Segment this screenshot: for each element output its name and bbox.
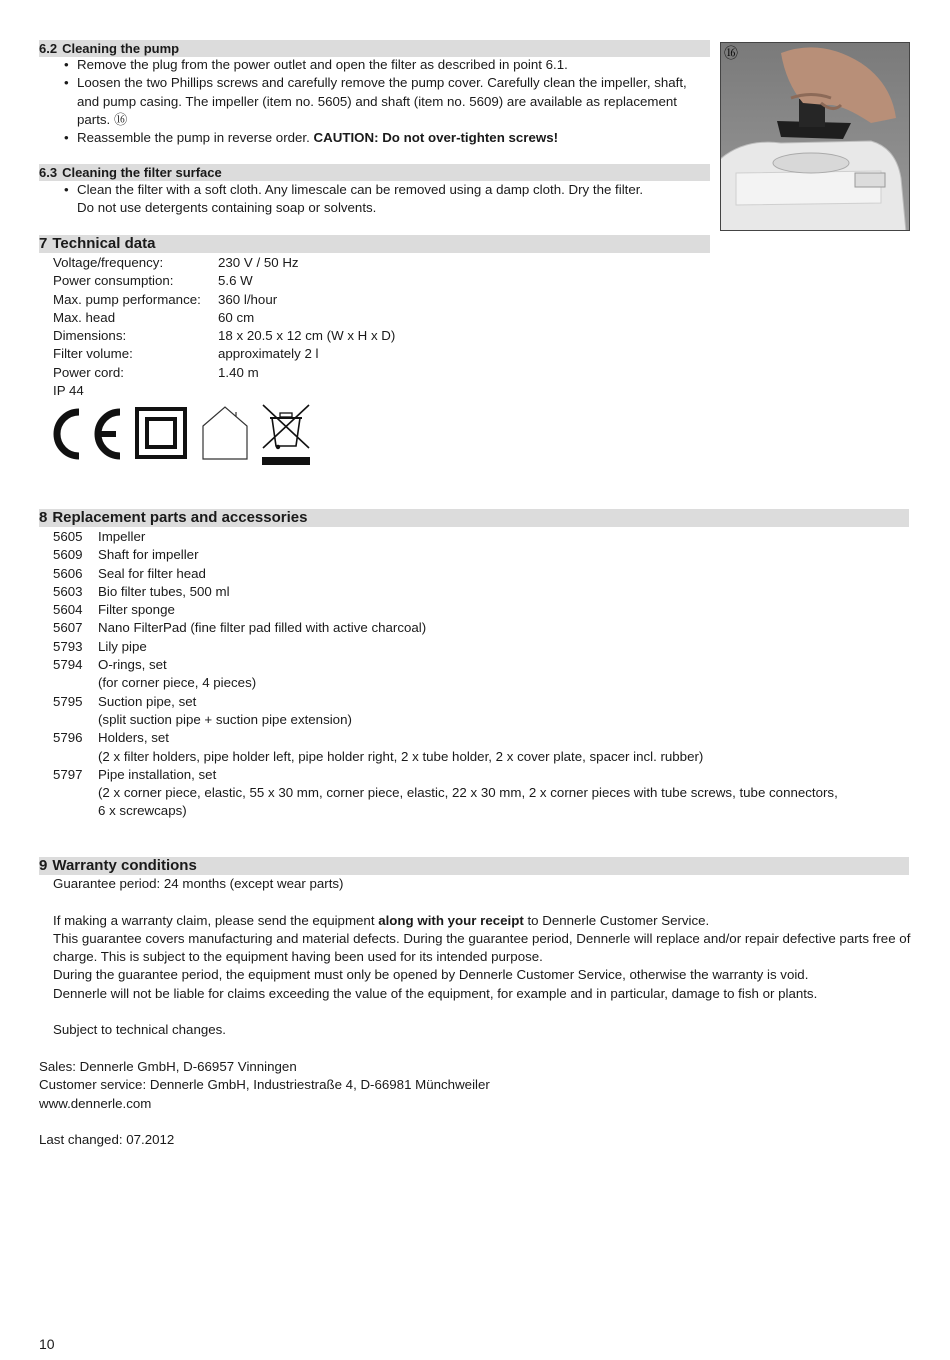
table-row [53, 327, 395, 345]
part-description-line: (split suction pipe + suction pipe extension) [98, 711, 352, 727]
spec-value: 1.40 m [218, 364, 259, 380]
pump-photo [720, 42, 910, 231]
list-item [53, 583, 913, 601]
part-description-line: 6 x screwcaps) [98, 803, 187, 819]
part-description: Shaft for impeller [98, 547, 199, 563]
service-address: Customer service: Dennerle GmbH, Industriestraße 4, D-66981 Münchweiler [39, 1077, 490, 1093]
list-item [53, 656, 913, 693]
spec-key: Filter volume: [53, 346, 133, 362]
part-description-line: O-rings, set [98, 657, 167, 673]
list-item [53, 601, 913, 619]
spec-value: 360 l/hour [218, 291, 278, 307]
list-item-line: Do not use detergents containing soap or solvents. [77, 200, 377, 216]
spec-key: Max. head [53, 309, 116, 325]
part-description: Seal for filter head [98, 565, 206, 581]
list-item [53, 766, 913, 821]
section-number: 6.3 [39, 165, 58, 180]
part-description [98, 693, 913, 730]
section-6-2-list [62, 56, 702, 147]
figure-number: ⑯ [724, 45, 738, 61]
warranty-text [53, 875, 913, 1040]
warranty-liability: Dennerle will not be liable for claims exceeding the value of the equipment, for example and in particular, damage to fish or plants. [53, 985, 818, 1001]
part-code: 5609 [53, 547, 83, 563]
table-row [53, 272, 395, 290]
part-code: 5796 [53, 730, 83, 746]
technical-changes-note: Subject to technical changes. [53, 1022, 226, 1038]
spec-key: IP 44 [53, 383, 84, 399]
claim-bold: along with your receipt [378, 912, 524, 928]
part-description: Lily pipe [98, 638, 147, 654]
weee-crossed-bin-icon [262, 405, 310, 465]
list-item: • Loosen the two Phillips screws and carefully remove the pump cover. Carefully clean the impeller, shaft, and pump casing. The impeller (item no. 5605) and shaft (item no. 5609) are available as replacement parts. ⑯ [62, 74, 702, 129]
part-code: 5605 [53, 529, 83, 544]
section-number: 8 [39, 509, 48, 526]
section-6-3-list [62, 181, 702, 218]
part-description-line: (for corner piece, 4 pieces) [98, 675, 257, 691]
part-description-line: Suction pipe, set [98, 693, 197, 709]
list-item [53, 729, 913, 766]
list-item [53, 546, 913, 564]
part-code: 5797 [53, 766, 83, 782]
part-code: 5607 [53, 620, 83, 636]
spec-value: 230 V / 50 Hz [218, 255, 299, 270]
table-row [53, 309, 395, 327]
list-item [53, 619, 913, 637]
part-description: Nano FilterPad (fine filter pad filled with active charcoal) [98, 620, 427, 636]
claim-text-end: to Dennerle Customer Service. [523, 912, 710, 928]
list-item [53, 528, 913, 546]
table-row [53, 291, 395, 309]
ce-mark-icon [57, 412, 120, 456]
table-row [53, 364, 395, 382]
warranty-opening: During the guarantee period, the equipment must only be opened by Dennerle Customer Service, otherwise the warranty is void. [53, 967, 809, 983]
section-8-heading [39, 509, 909, 527]
list-item-line: Clean the filter with a soft cloth. Any limescale can be removed using a damp cloth. Dry the filter. [77, 182, 644, 197]
part-description: Impeller [98, 529, 146, 544]
spec-key: Dimensions: [53, 328, 127, 344]
warranty-claim [53, 912, 913, 930]
section-title: Warranty conditions [52, 857, 197, 874]
sales-address: Sales: Dennerle GmbH, D-66957 Vinningen [39, 1059, 297, 1074]
part-description [98, 729, 913, 766]
spec-value: 60 cm [218, 309, 255, 325]
warranty-coverage: This guarantee covers manufacturing and material defects. During the guarantee period, Dennerle will replace and/or repair defective parts free of charge. This is subject to the equipment having been used for its intended purpose. [53, 930, 911, 965]
spec-value: approximately 2 l [218, 346, 319, 362]
part-code: 5793 [53, 638, 83, 654]
table-row [53, 254, 395, 272]
part-code: 5606 [53, 565, 83, 581]
part-description: Filter sponge [98, 602, 175, 618]
table-row [53, 345, 395, 363]
technical-data-table [53, 254, 395, 400]
spec-key: Power consumption: [53, 273, 174, 289]
last-changed: Last changed: 07.2012 [39, 1132, 175, 1148]
part-description [98, 656, 913, 693]
section-9-heading [39, 857, 909, 875]
part-code: 5794 [53, 657, 83, 673]
indoor-use-house-icon [203, 407, 247, 459]
part-code: 5795 [53, 693, 83, 709]
list-item [53, 638, 913, 656]
section-6-3-heading [39, 164, 710, 181]
section-number: 9 [39, 857, 48, 874]
spec-key: Voltage/frequency: [53, 255, 164, 270]
double-insulation-icon [137, 409, 185, 457]
section-title: Cleaning the pump [62, 41, 180, 56]
list-item [53, 565, 913, 583]
part-code: 5604 [53, 602, 83, 618]
section-6-2-heading [39, 40, 710, 57]
spec-key: Power cord: [53, 364, 124, 380]
list-item [62, 129, 702, 147]
section-7-heading [39, 235, 710, 253]
page-number: 10 [39, 1336, 55, 1352]
table-row [53, 382, 395, 400]
replacement-parts-list [53, 528, 913, 821]
list-item-text: Reassemble the pump in reverse order. [77, 130, 314, 146]
list-item: • Remove the plug from the power outlet and open the filter as described in point 6.1. [62, 56, 702, 74]
section-number: 7 [39, 235, 48, 252]
part-description-line: Pipe installation, set [98, 766, 217, 782]
section-title: Cleaning the filter surface [62, 165, 222, 180]
caution-text: CAUTION: Do not over-tighten screws! [313, 130, 559, 146]
contact-footer [39, 1058, 899, 1149]
certification-symbols [52, 404, 322, 468]
website-link[interactable]: www.dennerle.com [39, 1095, 152, 1111]
list-item [53, 693, 913, 730]
section-title: Replacement parts and accessories [52, 509, 308, 526]
section-title: Technical data [52, 235, 156, 252]
section-number: 6.2 [39, 41, 58, 56]
part-code: 5603 [53, 583, 83, 599]
pump-illustration [721, 43, 910, 231]
claim-text: If making a warranty claim, please send the equipment [53, 912, 379, 928]
spec-key: Max. pump performance: [53, 291, 201, 307]
spec-value: 5.6 W [218, 273, 253, 289]
part-description: Bio filter tubes, 500 ml [98, 583, 230, 599]
part-description-line: (2 x corner piece, elastic, 55 x 30 mm, corner piece, elastic, 22 x 30 mm, 2 x corner pieces with tube screws, tube connectors, [98, 785, 838, 801]
list-item [62, 181, 702, 218]
part-description-line: (2 x filter holders, pipe holder left, pipe holder right, 2 x tube holder, 2 x cover plate, spacer incl. rubber) [98, 748, 704, 764]
spec-value: 18 x 20.5 x 12 cm (W x H x D) [218, 328, 396, 344]
part-description [98, 766, 913, 821]
part-description-line: Holders, set [98, 730, 169, 746]
guarantee-period: Guarantee period: 24 months (except wear parts) [53, 876, 344, 891]
